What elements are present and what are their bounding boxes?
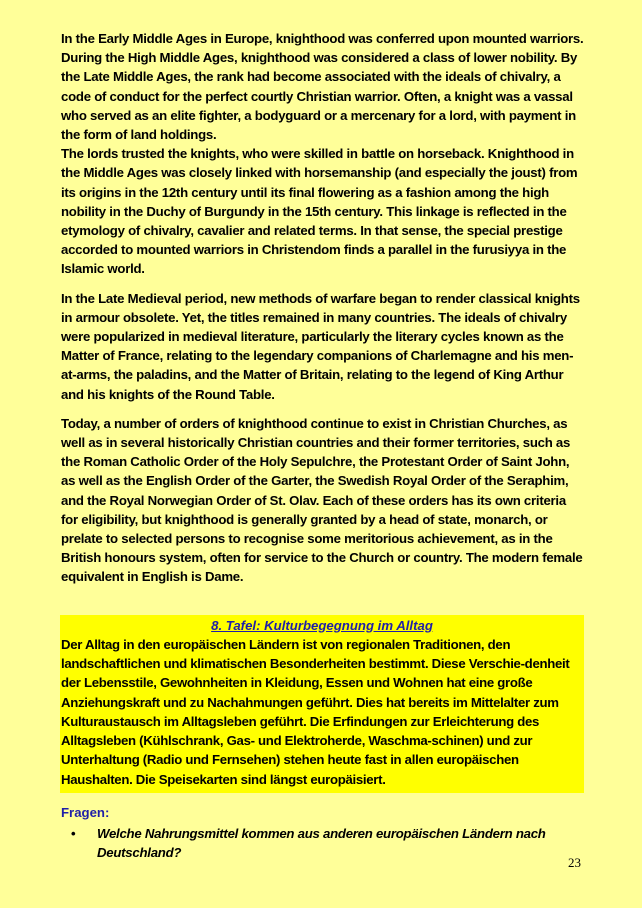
- question-item: [61, 824, 586, 862]
- paragraph-horsemanship: The lords trusted the knights, who were skilled in battle on horseback. Knighthood in the Middle Ages was closely linked with horsemanship (and especially the joust) from its origins in the 12th century until its final flowering as a fashion among the high nobility in the Duchy of Burgundy in the 15th century. This linkage is reflected in the etymology of chivalry, cavalier and related terms. In that sense, the special prestige accorded to mounted warriors in Christendom finds a parallel in the furusiyya in the Islamic world.: [61, 146, 578, 277]
- bullet-icon: •: [71, 826, 76, 842]
- paragraph-early-middle-ages: In the Early Middle Ages in Europe, knighthood was conferred upon mounted warriors. During the High Middle Ages, knighthood was considered a class of lower nobility. By the Late Middle Ages, the rank had become associated with the ideals of chivalry, a code of conduct for the perfect courtly Christian warrior. Often, a knight was a vassal who served as an elite fighter, a bodyguard or a mercenary for a lord, with payment in the form of land holdings.: [61, 31, 584, 143]
- page-number: 23: [568, 855, 581, 870]
- questions-heading: Fragen:: [61, 805, 110, 821]
- box-title: 8. Tafel: Kulturbegegnung im Alltag: [211, 617, 433, 633]
- question-text: Welche Nahrungsmittel kommen aus anderen europäischen Ländern nach Deutschland?: [97, 826, 546, 861]
- questions-list: [61, 824, 586, 862]
- highlighted-box: [60, 615, 584, 793]
- paragraph-late-medieval: In the Late Medieval period, new methods of warfare began to render classical knights in armour obsolete. Yet, the titles remained in many countries. The ideals of chivalry were popularized in medieval literature, particularly the literary cycles known as the Matter of France, relating to the legendary companions of Charlemagne and his men-at-arms, the paladins, and the Matter of Britain, relating to the legend of King Arthur and his knights of the Round Table.: [61, 290, 580, 402]
- box-text: Der Alltag in den europäischen Ländern ist von regionalen Traditionen, den landschaftlichen und klimatischen Besonderheiten bestimmt. Diese Verschie-denheit der Lebensstile, Gewohnheiten in Kleidung, Essen und Wohnen hat eine große Anziehungskraft und zu Nachahmungen geführt. Dies hat bereits im Mittelalter zum Kulturaustausch im Alltagsleben geführt. Die Erfindungen zur Erleichterung des Alltagsleben (Kühlschrank, Gas- und Elektroherde, Waschma-schinen) und zur Unterhaltung (Radio und Fernsehen) stehen heute fast in allen europäischen Haushalten. Die Speisekarten sind längst europäisiert.: [61, 636, 570, 787]
- paragraph-orders-today: Today, a number of orders of knighthood continue to exist in Christian Churches, as well as in several historically Christian countries and their former territories, such as the Roman Catholic Order of the Holy Sepulchre, the Protestant Order of Saint John, as well as the English Order of the Garter, the Swedish Royal Order of the Seraphim, and the Royal Norwegian Order of St. Olav. Each of these orders has its own criteria for eligibility, but knighthood is generally granted by a head of state, monarch, or prelate to selected persons to recognise some meritorious achievement, as in the British honours system, often for service to the Church or country. The modern female equivalent in English is Dame.: [61, 415, 583, 585]
- page-content: [61, 29, 586, 862]
